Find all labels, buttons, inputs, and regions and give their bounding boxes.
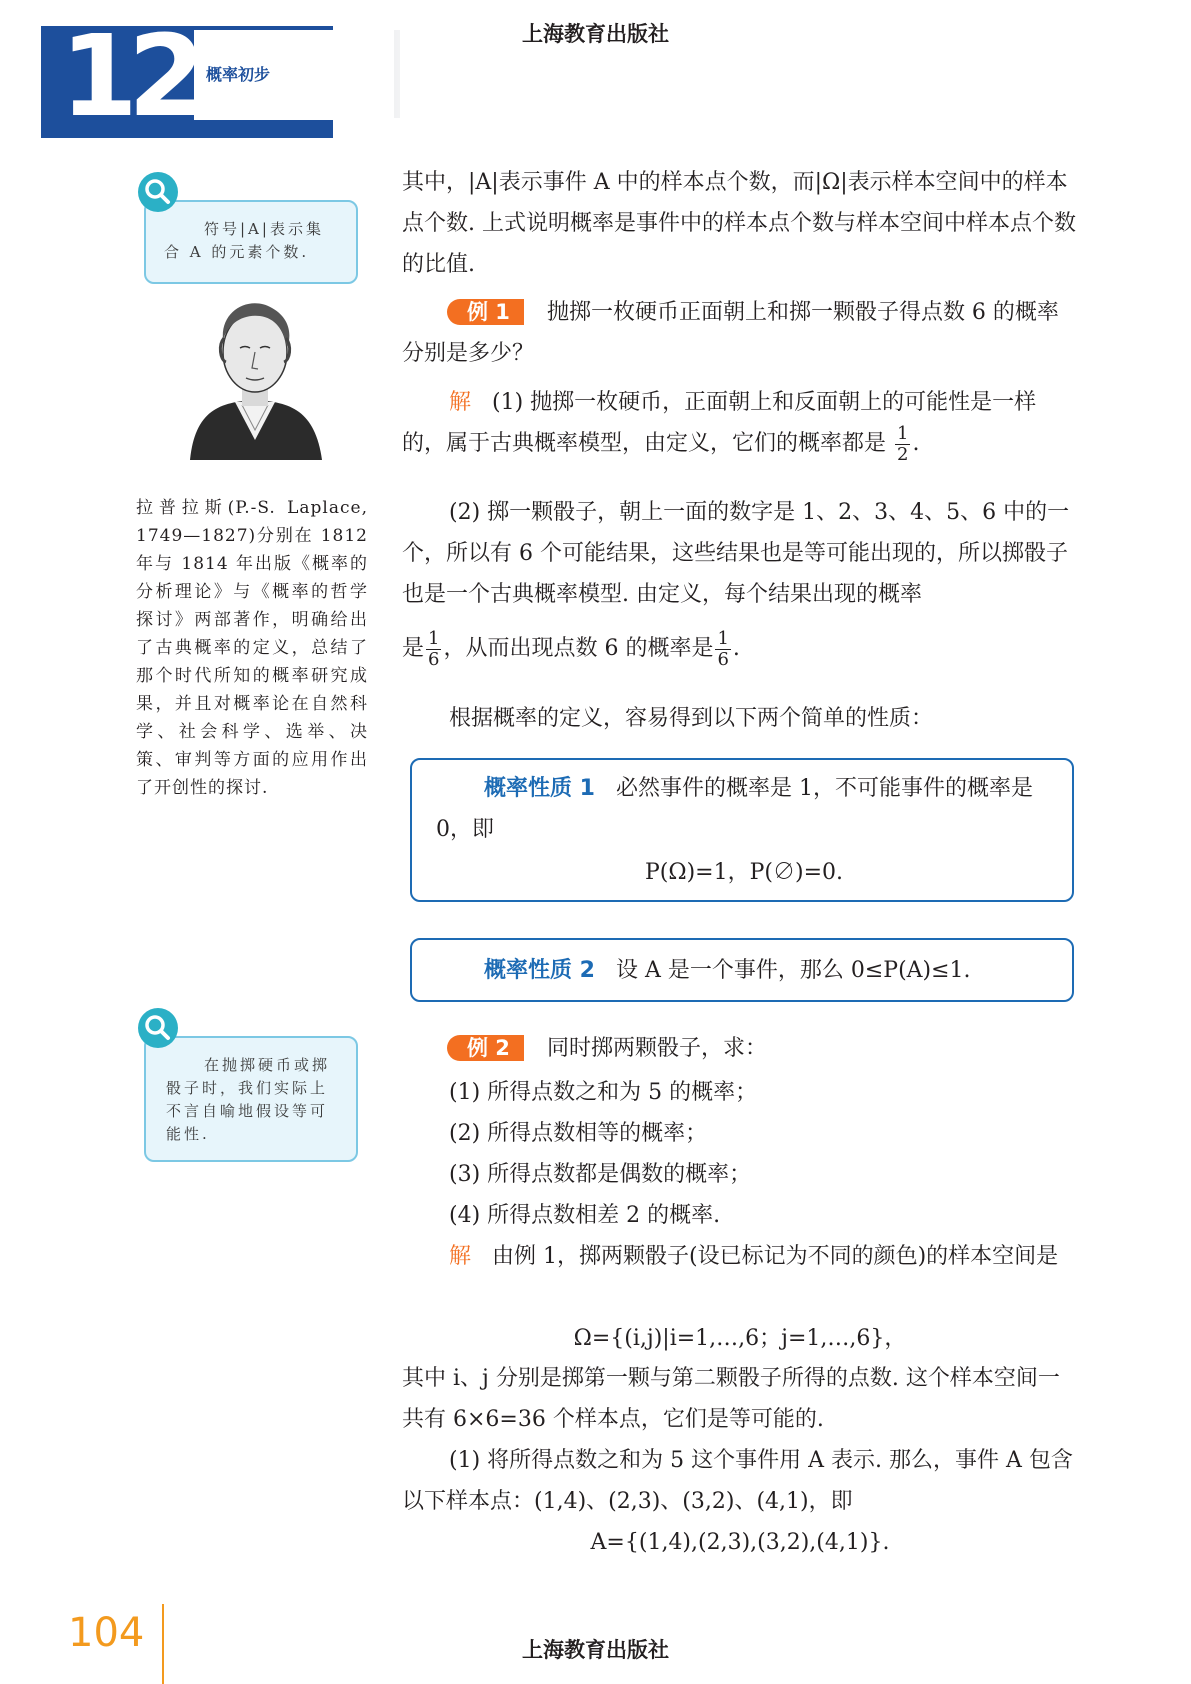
side-note-1: [144, 200, 358, 284]
portrait-caption: 拉普拉斯(P.-S. Laplace, 1749—1827)分别在 1812 年与 1814 年出版《概率的分析理论》与《概率的哲学探讨》两部著作，明确给出了古典概率的定义，总结了那个时代所知的概率研究成果，并且对概率论在自然科学、社会科学、选举、决策、审判等方面的应用作出了开创性的探讨.: [136, 498, 368, 798]
chapter-title: 概率初步: [206, 65, 271, 84]
sample-space-formula: Ω={(i,j)|i=1,…,6；j=1,…,6}，: [573, 1326, 907, 1351]
example-2-item: (1) 所得点数之和为 5 的概率；: [449, 1080, 758, 1105]
example-2-item: (2) 所得点数相等的概率；: [449, 1121, 708, 1146]
property-1-label: 概率性质 1: [484, 776, 595, 801]
property-2-label: 概率性质 2: [484, 958, 595, 983]
example-2-items: [402, 1072, 1078, 1236]
fraction-one-half: [895, 424, 910, 465]
fraction-denominator: 6: [717, 648, 729, 670]
property-1-text: [436, 768, 1056, 850]
footer-publisher: 上海教育出版社: [522, 1638, 669, 1662]
fraction-numerator: 1: [428, 627, 440, 649]
example-1-solution-1: [402, 382, 1078, 465]
example-1-question: 抛掷一枚硬币正面朝上和掷一颗骰子得点数 6 的概率分别是多少？: [402, 300, 1059, 366]
fraction-denominator: 6: [428, 648, 440, 670]
side-note-1-line-1: 符号|A|表示集: [204, 220, 324, 238]
example-2-item: (3) 所得点数都是偶数的概率；: [449, 1162, 752, 1187]
side-note-2-line-3: 不言自喻地假设等可: [166, 1102, 329, 1120]
fraction-numerator: 1: [717, 627, 729, 649]
laplace-portrait: [180, 290, 330, 460]
fraction-one-sixth: [426, 629, 441, 670]
property-2-text: [484, 950, 1064, 991]
side-note-2-line-4: 能性.: [166, 1125, 210, 1143]
property-2-box: [410, 938, 1074, 1002]
side-note-2-line-1: 在抛掷硬币或掷: [204, 1056, 331, 1074]
example-2-question: 同时掷两颗骰子，求：: [546, 1036, 767, 1061]
fraction-numerator: 1: [897, 422, 909, 444]
solution-2-text: (2) 掷一颗骰子，朝上一面的数字是 1、2、3、4、5、6 中的一个，所以有 6 个可能结果，这些结果也是等可能出现的，所以掷骰子也是一个古典概率模型. 由定义，每个结果出现的概率: [402, 500, 1070, 607]
fraction-denominator: 2: [897, 443, 909, 465]
example-1-label: 例 1: [447, 299, 524, 325]
magnifier-icon: [138, 172, 178, 212]
intro-paragraph: 其中，|A|表示事件 A 中的样本点个数，而|Ω|表示样本空间中的样本点个数. 上式说明概率是事件中的样本点个数与样本空间中样本点个数的比值.: [402, 170, 1076, 277]
side-note-2: [144, 1036, 358, 1162]
property-1-statement: 必然事件的概率是 1，不可能事件的概率是 0，即: [436, 776, 1033, 842]
solve-label: 解: [449, 390, 472, 415]
solve-label: 解: [449, 1244, 472, 1269]
page-number: 104: [68, 1610, 145, 1656]
solution-2-is: 是: [402, 636, 425, 661]
example-2-solution-intro: [402, 1236, 1078, 1277]
example-2-item: (4) 所得点数相差 2 的概率.: [449, 1203, 721, 1228]
side-note-1-line-2: 合 A 的元素个数.: [164, 243, 310, 261]
chapter-number: 12: [60, 12, 196, 142]
properties-intro: 根据概率的定义，容易得到以下两个简单的性质：: [449, 706, 934, 731]
header-publisher: 上海教育出版社: [522, 22, 669, 46]
example-1: [402, 292, 1078, 374]
property-2-statement: 设 A 是一个事件，那么 0≤P(A)≤1.: [615, 958, 971, 983]
example-2: [402, 1028, 1078, 1069]
solution-2-then: ，从而出现点数 6 的概率是: [443, 636, 714, 661]
example-1-solution-2-end: [402, 628, 1078, 670]
example-1-solution-2: [402, 492, 1078, 615]
property-1-formula: P(Ω)=1，P(∅)=0.: [644, 860, 844, 885]
event-a-set: A={(1,4),(2,3),(3,2),(4,1)}.: [590, 1530, 890, 1555]
magnifier-icon: [138, 1008, 178, 1048]
solution-1-text: (1) 抛掷一枚硬币，正面朝上和反面朝上的可能性是一样的，属于古典概率模型，由定义，它们的概率都是: [402, 390, 1037, 456]
example-2-solution-explain: 其中 i、j 分别是掷第一颗与第二颗骰子所得的点数. 这个样本空间一共有 6×6=36 个样本点，它们是等可能的.: [402, 1366, 1060, 1432]
property-1-box: [410, 758, 1074, 902]
example-2-label: 例 2: [447, 1035, 524, 1061]
fraction-one-sixth: [715, 629, 730, 670]
side-note-2-line-2: 骰子时，我们实际上: [166, 1079, 329, 1097]
example-2-solution-intro-text: 由例 1，掷两颗骰子(设已标记为不同的颜色)的样本空间是: [492, 1244, 1059, 1269]
sentence-period: .: [732, 636, 740, 661]
sentence-period: .: [912, 431, 920, 456]
example-2-solution-part-1: (1) 将所得点数之和为 5 这个事件用 A 表示. 那么，事件 A 包含以下样本点：(1,4)、(2,3)、(3,2)、(4,1)，即: [402, 1448, 1073, 1514]
